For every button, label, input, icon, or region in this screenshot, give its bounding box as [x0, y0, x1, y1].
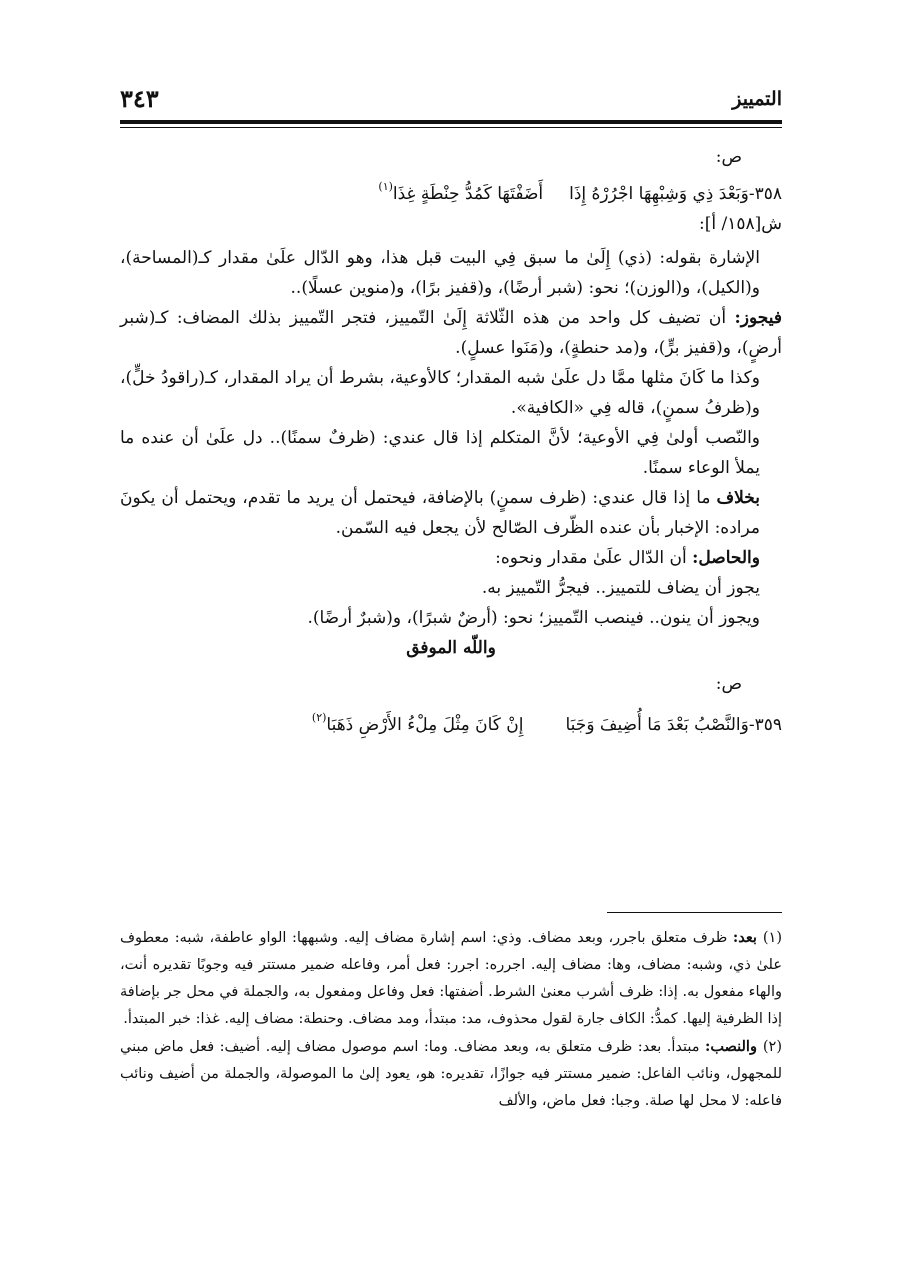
verse-358-second-hemistich — [378, 172, 543, 209]
main-text — [120, 142, 782, 740]
verse-358 — [120, 172, 782, 209]
paragraph-2-lead: فيجوز: — [734, 308, 782, 328]
footnote-1 — [120, 924, 782, 1033]
paragraph-5-lead: بخلاف — [716, 488, 760, 508]
footnote-marker-2: (٢) — [311, 711, 327, 724]
chapter-title: التمييز — [732, 88, 782, 110]
paragraph-8: ويجوز أن ينون.. فينصب التّمييز؛ نحو: (أرضٌ شبرًا)، و(شبرٌ أرضًا). — [307, 608, 760, 628]
sad-label-2: ص: — [715, 674, 742, 694]
verse-358-first-hemistich: ٣٥٨-وَبَعْدَ ذِي وَشِبْهِهَا اجْرُرْهُ إِذَا — [569, 184, 782, 204]
paragraph-5-text: ما إذا قال عندي: (ظرف سمنٍ) بالإضافة، فيحتمل أن يريد ما تقدم، ويحتمل أن يكونَ مراده: الإخبار بأن عنده الظّرف الصّالح لأن يجعل فيه السّمن. — [120, 488, 760, 538]
page-header — [120, 78, 782, 118]
paragraph-6-lead: والحاصل: — [692, 548, 760, 568]
closing-phrase: واللّه الموفق — [406, 638, 496, 658]
footnote-2 — [120, 1033, 782, 1115]
footnote-1-lead: بعد: — [732, 929, 763, 946]
footnote-2-lead: والنصب: — [704, 1038, 763, 1055]
header-rule-thick — [120, 120, 782, 124]
header-rule-thin — [120, 127, 782, 128]
footnote-1-text: ظرف متعلق باجرر، وبعد مضاف. وذي: اسم إشارة مضاف إليه. وشبهها: الواو عاطفة، شبه: معطوف علىٰ ذي، وشبه: مضاف، وها: مضاف إليه. اجرره: اجرر: فعل أمر، وفاعله ضمير مستتر فيه وجوبًا تقديره أنت، والهاء مفعول به. إذا: ظرف أشرب معنىٰ الشرط. أضفتها: فعل وفاعل ومفعول به، والجملة في محل جر بإضافة إذا الظرفية إليها. كمدُّ: الكاف جارة لقول محذوف، مد: مبتدأ، ومد مضاف. وحنطة: مضاف إليه. غذا: خبر المبتدأ. — [120, 930, 782, 1027]
sharh-label: ش[١٥٨/ أ]: — [698, 214, 782, 234]
paragraph-2 — [120, 303, 782, 363]
paragraph-7: يجوز أن يضاف للتمييز.. فيجرُّ التّمييز به. — [481, 578, 760, 598]
sad-label-1: ص: — [715, 147, 742, 167]
paragraph-5 — [120, 483, 782, 543]
paragraph-4: والنّصب أولىٰ فِي الأوعية؛ لأنَّ المتكلم إذا قال عندي: (ظرفٌ سمنًا).. دل علَىٰ أن عنده ما يملأ الوعاء سمنًا. — [120, 428, 761, 478]
page-number: ٣٤٣ — [120, 84, 159, 113]
footnote-2-number: (٢) — [762, 1039, 782, 1055]
paragraph-3: وكذا ما كَانَ مثلها ممَّا دل علَىٰ شبه المقدار؛ كالأوعية، بشرط أن يراد المقدار، كـ(راقودُ خلٍّ)، و(ظرفُ سمنٍ)، قاله فِي «الكافية». — [120, 368, 760, 418]
footnote-separator — [607, 912, 782, 913]
footnotes — [120, 924, 782, 1115]
paragraph-2-text: أن تضيف كل واحد من هذه الثّلاثة إِلَىٰ التّمييز، فتجر التّمييز بذلك المضاف: كـ(شبر أرضٍ)، و(قفيز برٍّ)، و(مد حنطةٍ)، و(مَنَوا عسلٍ). — [120, 308, 782, 358]
verse-359-first-hemistich: ٣٥٩-وَالنَّصْبُ بَعْدَ مَا أُضِيفَ وَجَبَا — [565, 715, 782, 735]
paragraph-1: الإشارة بقوله: (ذي) إِلَىٰ ما سبق فِي البيت قبل هذا، وهو الدّال علَىٰ مقدار كـ(المساحة)، و(الكيل)، و(الوزن)؛ نحو: (شبر أرضًا)، و(قفيز برًا)، و(منوين عسلًا).. — [120, 248, 760, 298]
paragraph-6 — [120, 543, 782, 573]
footnote-2-text: مبتدأ. بعد: ظرف متعلق به، وبعد مضاف. وما: اسم موصول مضاف إليه. أضيف: فعل ماض مبني للمجهول، ونائب الفاعل: ضمير مستتر فيه جوازًا، تقديره: هو، يعود إلىٰ ما الموصولة، والجملة من أضيف ونائب فاعله: لا محل لها صلة. وجبا: فعل ماض، والألف — [120, 1039, 782, 1109]
verse-358-second-text: أَضَفْتَهَا كَمُدُّ حِنْطَةٍ غِذَا — [392, 184, 544, 204]
verse-359 — [120, 703, 782, 740]
paragraph-6-text: أن الدّال علَىٰ مقدار ونحوه: — [495, 548, 693, 568]
footnote-marker-1: (١) — [378, 180, 393, 193]
footnote-1-number: (١) — [762, 930, 782, 946]
verse-359-second-hemistich — [312, 703, 524, 740]
verse-359-second-text: إِنْ كَانَ مِثْلَ مِلْءُ الأَرْضِ ذَهَبَا — [326, 715, 524, 735]
